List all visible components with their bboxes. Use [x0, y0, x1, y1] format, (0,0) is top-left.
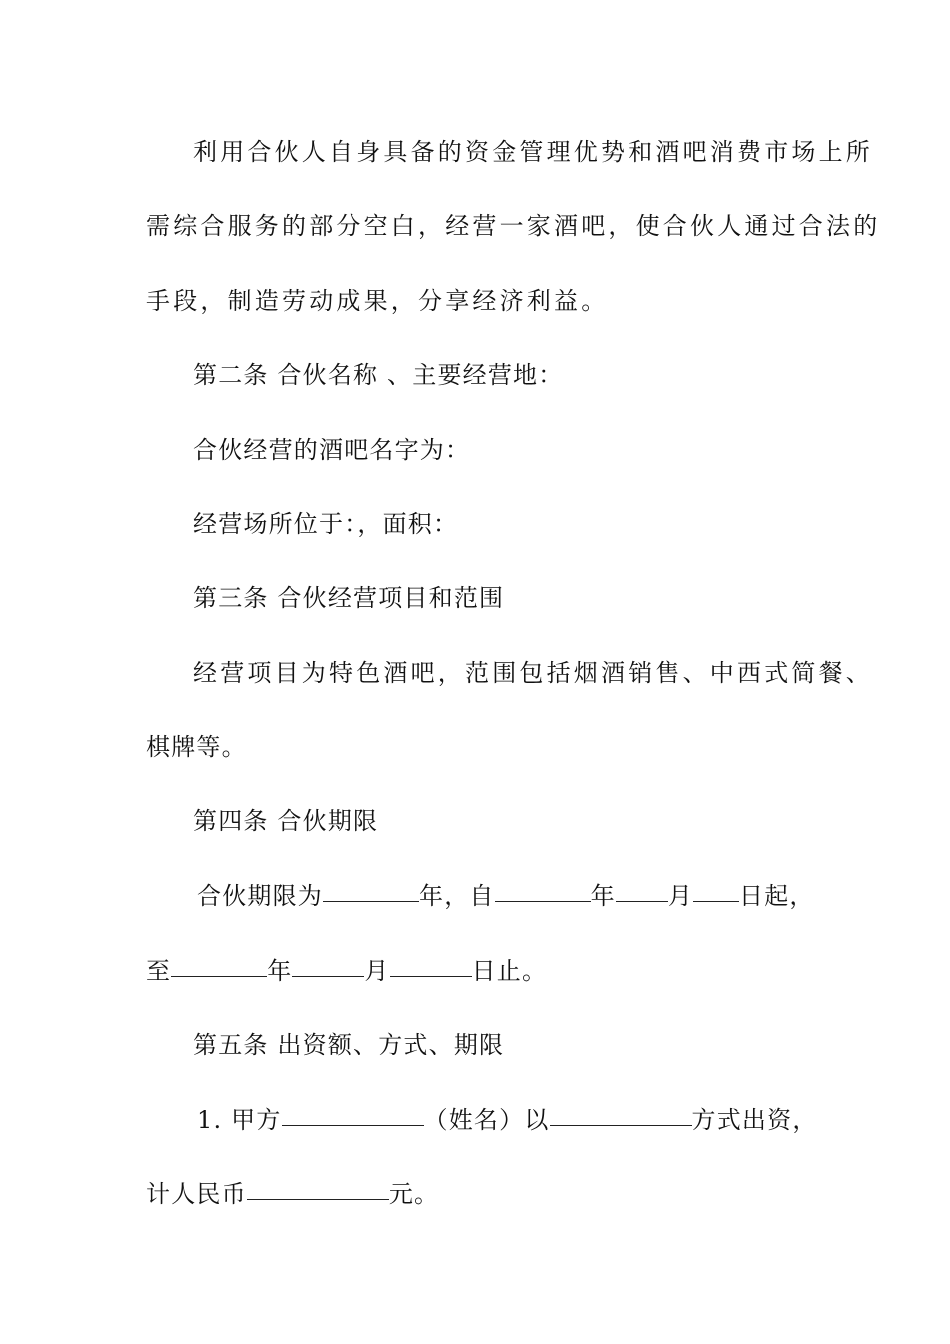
party-a-name-label: （姓名）以	[423, 1106, 550, 1134]
article-3-scope-line-1: 经营项目为特色酒吧，范围包括烟酒销售、中西式简餐、	[193, 659, 873, 687]
article-2-location: 经营场所位于：，面积：	[193, 510, 459, 538]
party-a-label: 1. 甲方	[197, 1106, 282, 1134]
term-line-2	[146, 951, 950, 991]
start-year-blank[interactable]	[495, 875, 591, 902]
amount-unit-label: 元。	[388, 1180, 440, 1208]
contribution-line-1	[197, 1100, 950, 1140]
contribution-method-blank[interactable]	[550, 1099, 692, 1126]
article-3-scope-line-2: 棋牌等。	[146, 733, 247, 761]
amount-blank[interactable]	[247, 1173, 389, 1200]
start-year-label: 年	[590, 882, 616, 910]
term-label: 合伙期限为	[197, 882, 323, 910]
end-to-label: 至	[146, 957, 172, 985]
end-month-label: 月	[364, 957, 390, 985]
article-4-heading: 第四条 合伙期限	[193, 807, 379, 835]
term-line-1	[197, 876, 950, 916]
start-month-blank[interactable]	[616, 875, 668, 902]
term-years-from-label: 年，自	[419, 882, 495, 910]
end-day-blank[interactable]	[390, 950, 472, 977]
article-2-bar-name: 合伙经营的酒吧名字为：	[193, 436, 471, 464]
amount-label: 计人民币	[146, 1180, 247, 1208]
contribution-line-2	[146, 1174, 950, 1214]
end-month-blank[interactable]	[292, 950, 364, 977]
paragraph-purpose-line-3: 手段，制造劳动成果，分享经济利益。	[146, 287, 609, 315]
paragraph-purpose-line-1: 利用合伙人自身具备的资金管理优势和酒吧消费市场上所	[193, 138, 873, 166]
end-year-label: 年	[267, 957, 293, 985]
start-month-label: 月	[667, 882, 694, 910]
term-years-blank[interactable]	[323, 875, 419, 902]
end-day-label: 日止。	[471, 957, 548, 985]
article-2-heading: 第二条 合伙名称 、主要经营地：	[193, 361, 564, 389]
start-day-blank[interactable]	[693, 875, 739, 902]
contribution-method-label: 方式出资，	[691, 1106, 818, 1134]
article-3-heading: 第三条 合伙经营项目和范围	[193, 584, 505, 612]
start-day-label: 日起，	[739, 882, 815, 910]
party-a-name-blank[interactable]	[282, 1099, 424, 1126]
paragraph-purpose-line-2: 需综合服务的部分空白，经营一家酒吧，使合伙人通过合法的	[146, 212, 881, 240]
article-5-heading: 第五条 出资额、方式、期限	[193, 1031, 505, 1059]
end-year-blank[interactable]	[171, 950, 267, 977]
